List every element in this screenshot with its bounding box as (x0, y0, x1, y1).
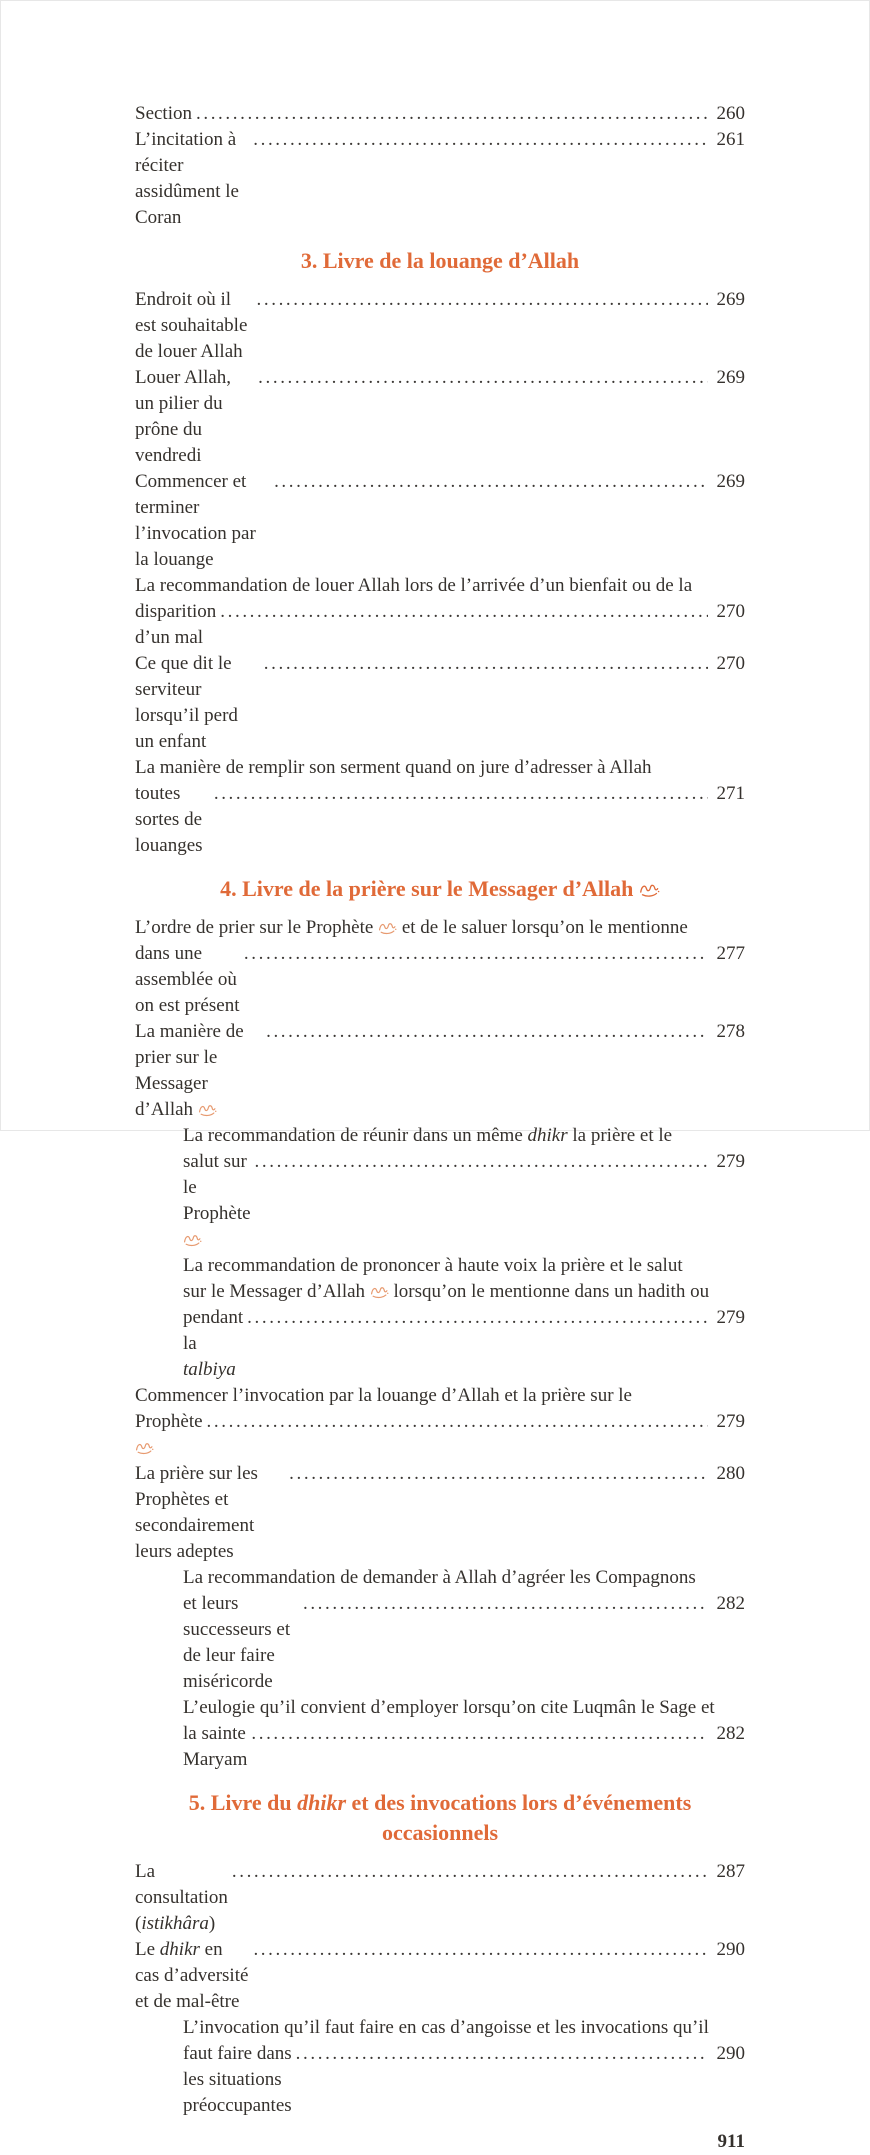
toc-entry-line (183, 1591, 745, 1695)
toc-entry-text (135, 1859, 228, 1937)
text-segment: L’eulogie qu’il convient d’employer lorsqu’on cite Luqmân le Sage et (183, 1697, 715, 1718)
page-ref: 278 (716, 1021, 745, 1042)
text-segment: et leurs successeurs et de leur faire miséricorde (183, 1593, 291, 1692)
text-segment: 4. Livre de la prière sur le Messager d’Allah (220, 876, 639, 901)
italic-term: istikhâra (141, 1913, 209, 1934)
toc-entry-line (135, 755, 745, 781)
text-segment: 5. Livre du (188, 1790, 298, 1815)
text-segment: La consultation ( (135, 1861, 228, 1934)
text-segment: La prière sur les Prophètes et secondairement leurs adeptes (135, 1463, 258, 1562)
text-segment: Ce que dit le serviteur lorsqu’il perd un enfant (135, 653, 238, 752)
dot-leader (220, 599, 707, 625)
dot-leader (266, 1019, 707, 1045)
toc-entry (135, 365, 745, 469)
text-segment: la prière et le (567, 1125, 673, 1146)
page-ref: 280 (716, 1463, 745, 1484)
toc-entry-text (135, 599, 216, 651)
toc-entry (135, 755, 745, 859)
page-ref: 282 (716, 1593, 745, 1614)
toc-entry-line (135, 1383, 745, 1409)
dot-leader (247, 1305, 707, 1331)
toc-entry-text (135, 575, 692, 596)
dot-leader (303, 1591, 708, 1617)
text-segment: toutes sortes de louanges (135, 783, 203, 856)
dot-leader (251, 1721, 707, 1747)
toc-entry-text (183, 1591, 299, 1695)
folio-page-number: 911 (717, 2131, 745, 2152)
toc-entry-text (183, 2017, 709, 2038)
text-segment: disparition d’un mal (135, 601, 217, 648)
toc-entry-line (183, 2015, 745, 2041)
toc-entry (135, 651, 745, 755)
toc-entry (135, 127, 745, 231)
toc-entry-text (135, 1937, 249, 2015)
page-ref: 269 (716, 367, 745, 388)
toc-entry-text (183, 1721, 247, 1773)
toc-entry-line (183, 2041, 745, 2119)
text-segment: lorsqu’on le mentionne dans un hadith ou (388, 1281, 710, 1302)
toc-entry-text (183, 1567, 696, 1588)
text-segment: faut faire dans les situations préoccupantes (183, 2043, 292, 2116)
toc-entry-text (183, 1305, 243, 1383)
saws-symbol-icon (370, 1284, 389, 1299)
text-segment: dans une assemblée où on est présent (135, 943, 240, 1016)
dot-leader (196, 101, 708, 127)
dot-leader (289, 1461, 707, 1487)
toc-entry-line (135, 101, 745, 127)
dot-leader (274, 469, 707, 495)
toc-entry-text (135, 1019, 262, 1123)
toc-entry (135, 287, 745, 365)
toc-entry (135, 1123, 745, 1253)
toc-entry-text (135, 941, 240, 1019)
toc-entry-line (135, 1937, 745, 2015)
text-segment: Commencer l’invocation par la louange d’Allah et la prière sur le (135, 1385, 632, 1406)
section-heading-line (135, 1818, 745, 1848)
toc-entry-text (183, 1281, 709, 1302)
toc-entry-line (135, 1859, 745, 1937)
section-heading (135, 246, 745, 276)
text-segment: en cas d’adversité et de mal-être (135, 1939, 249, 2012)
dot-leader (257, 287, 708, 313)
toc-entry-text (135, 101, 192, 127)
toc-entry (135, 1859, 745, 1937)
text-segment: La recommandation de réunir dans un même (183, 1125, 528, 1146)
text-segment: Section (135, 103, 192, 124)
toc-entry (135, 469, 745, 573)
text-segment: L’ordre de prier sur le Prophète (135, 917, 379, 938)
text-segment: L’incitation à réciter assidûment le Coran (135, 129, 239, 228)
toc-entry-text (183, 1125, 672, 1146)
toc-entry-text (135, 781, 210, 859)
saws-symbol-icon (198, 1102, 217, 1117)
page-ref: 270 (716, 653, 745, 674)
dot-leader (253, 127, 707, 153)
toc-entry-text (135, 1385, 632, 1406)
toc-entry-text (135, 469, 270, 573)
toc-entry-line (135, 127, 745, 231)
page-ref: 287 (716, 1861, 745, 1882)
toc-entry-line (135, 651, 745, 755)
toc-entry-line (135, 915, 745, 941)
toc-entry-line (135, 469, 745, 573)
page-ref: 277 (716, 943, 745, 964)
page-ref: 261 (716, 129, 745, 150)
text-segment: la sainte Maryam (183, 1723, 248, 1770)
text-segment: et de le saluer lorsqu’on le mentionne (397, 917, 688, 938)
toc-entry-text (183, 1255, 683, 1276)
page-ref: 260 (716, 103, 745, 124)
text-segment: sur le Messager d’Allah (183, 1281, 370, 1302)
toc-entry-line (183, 1123, 745, 1149)
toc-entry (135, 915, 745, 1019)
italic-term: dhikr (527, 1125, 568, 1146)
toc-entry-text (135, 757, 652, 778)
toc-entry (135, 1565, 745, 1695)
dot-leader (258, 365, 707, 391)
toc-entry (135, 1695, 745, 1773)
text-segment: occasionnels (381, 1820, 499, 1845)
text-segment: 3. Livre de la louange d’Allah (300, 248, 580, 273)
text-segment: et des invocations lors d’événements (346, 1790, 692, 1815)
page-ref: 269 (716, 471, 745, 492)
dot-leader (255, 1149, 708, 1175)
toc-entry-text (135, 651, 260, 755)
toc-entry-line (135, 365, 745, 469)
toc-entry-text (135, 287, 253, 365)
page-ref: 270 (716, 601, 745, 622)
text-segment: pendant la (183, 1307, 244, 1354)
toc-entry-line (135, 781, 745, 859)
section-heading-line (135, 874, 745, 904)
toc-entry (135, 1253, 745, 1383)
page-ref: 290 (716, 1939, 745, 1960)
dot-leader (296, 2041, 708, 2067)
toc-entry-line (183, 1565, 745, 1591)
page-ref: 269 (716, 289, 745, 310)
saws-symbol-icon (639, 881, 660, 898)
page-ref: 290 (716, 2043, 745, 2064)
dot-leader (244, 941, 708, 967)
toc-entry-line (183, 1149, 745, 1253)
dot-leader (253, 1937, 707, 1963)
dot-leader (264, 651, 708, 677)
toc-entry-text (135, 365, 254, 469)
dot-leader (214, 781, 708, 807)
toc-entry-line (183, 1253, 745, 1279)
text-segment: Louer Allah, un pilier du prône du vendredi (135, 367, 232, 466)
dot-leader (207, 1409, 708, 1435)
toc-entry (135, 1937, 745, 2015)
toc-entry (135, 2015, 745, 2119)
toc (135, 101, 745, 2119)
toc-entry-text (135, 127, 249, 231)
section-heading-line (135, 246, 745, 276)
toc-entry (135, 1461, 745, 1565)
text-segment: La recommandation de demander à Allah d’agréer les Compagnons (183, 1567, 696, 1588)
toc-entry-line (135, 1409, 745, 1461)
toc-entry (135, 1019, 745, 1123)
section-heading (135, 1788, 745, 1848)
toc-entry-line (183, 1721, 745, 1773)
section-heading (135, 874, 745, 904)
toc-entry-line (135, 573, 745, 599)
toc-entry-text (135, 1409, 203, 1461)
toc-entry-line (183, 1695, 745, 1721)
text-segment: ) (208, 1913, 216, 1934)
toc-entry-line (135, 599, 745, 651)
text-segment: L’invocation qu’il faut faire en cas d’angoisse et les invocations qu’il (183, 2017, 709, 2038)
toc-entry-line (135, 1461, 745, 1565)
saws-symbol-icon (135, 1440, 154, 1455)
text-segment: La recommandation de prononcer à haute voix la prière et le salut (183, 1255, 683, 1276)
dot-leader (232, 1859, 708, 1885)
text-segment: salut sur le Prophète (183, 1151, 251, 1224)
page-ref: 279 (716, 1411, 745, 1432)
toc-entry-text (183, 1149, 251, 1253)
toc-entry-line (135, 941, 745, 1019)
text-segment: Endroit où il est souhaitable de louer Allah (135, 289, 248, 362)
toc-entry (135, 573, 745, 651)
text-segment: Le (135, 1939, 160, 1960)
page-ref: 279 (716, 1307, 745, 1328)
page-ref: 282 (716, 1723, 745, 1744)
toc-entry (135, 1383, 745, 1461)
toc-entry-text (135, 1461, 285, 1565)
toc-entry-line (183, 1305, 745, 1383)
text-segment: La manière de remplir son serment quand on jure d’adresser à Allah (135, 757, 652, 778)
toc-entry-line (135, 1019, 745, 1123)
section-heading-line (135, 1788, 745, 1818)
text-segment: Prophète (135, 1411, 203, 1432)
toc-entry-line (183, 1279, 745, 1305)
toc-entry-line (135, 287, 745, 365)
italic-term: dhikr (159, 1939, 200, 1960)
text-segment: Commencer et terminer l’invocation par la louange (135, 471, 256, 570)
text-segment: La manière de prier sur le Messager d’Allah (135, 1021, 244, 1120)
toc-entry-text (135, 917, 688, 938)
text-segment: La recommandation de louer Allah lors de l’arrivée d’un bienfait ou de la (135, 575, 693, 596)
toc-entry (135, 101, 745, 127)
italic-term: talbiya (183, 1359, 236, 1380)
saws-symbol-icon (378, 920, 397, 935)
toc-entry-text (183, 2041, 292, 2119)
toc-entry-text (183, 1697, 715, 1718)
saws-symbol-icon (183, 1232, 202, 1247)
italic-term: dhikr (297, 1790, 347, 1815)
page-ref: 271 (716, 783, 745, 804)
page-ref: 279 (716, 1151, 745, 1172)
